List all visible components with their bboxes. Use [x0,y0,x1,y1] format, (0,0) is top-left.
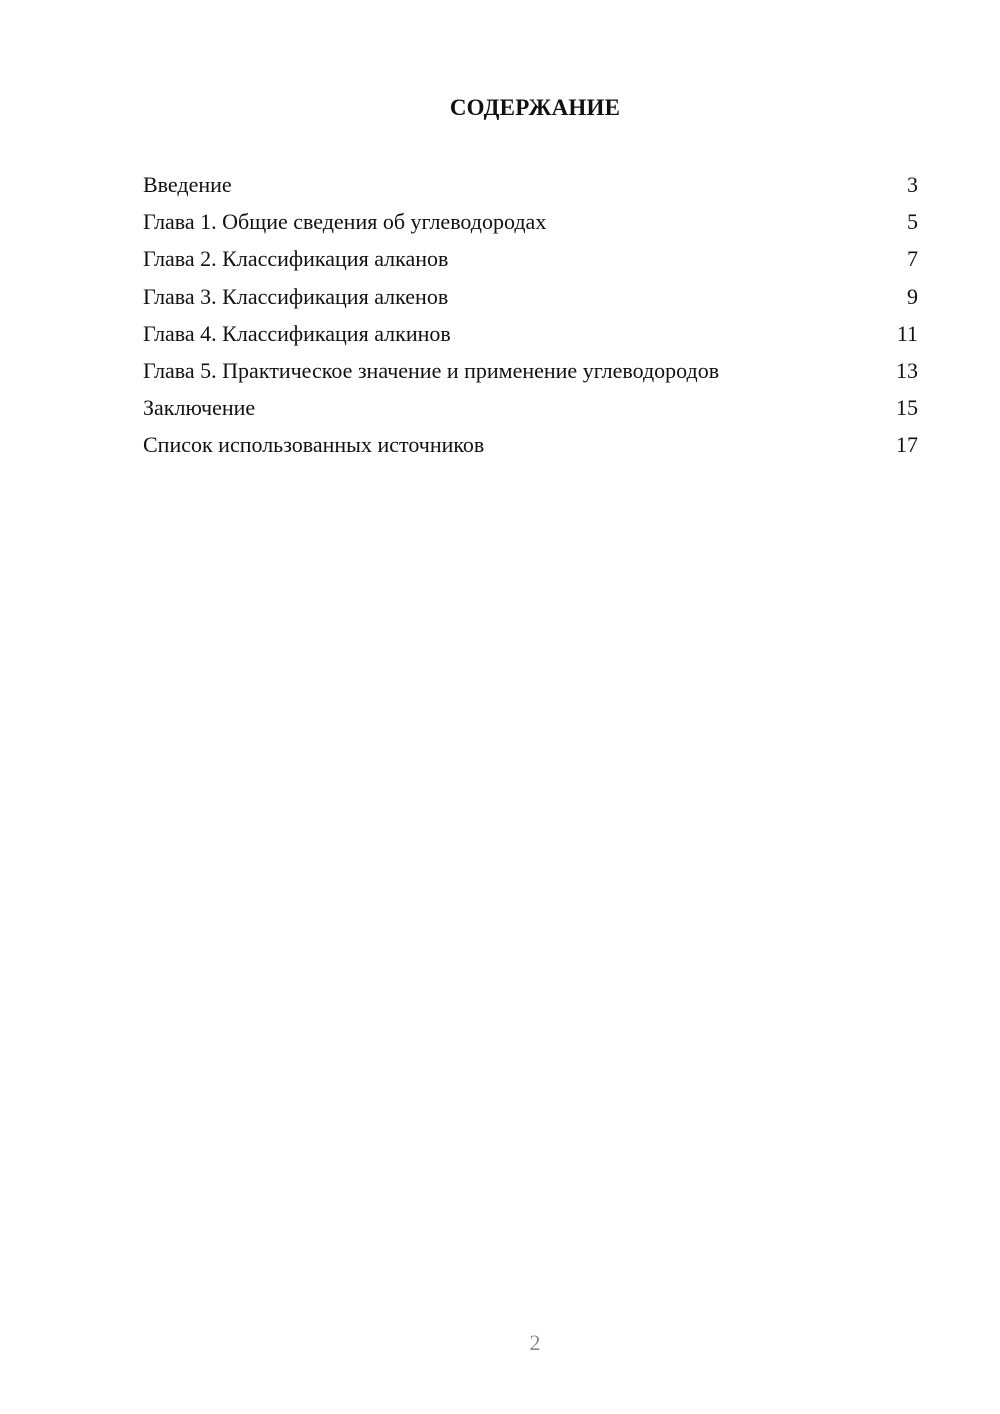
toc-item-page-number: 17 [896,432,918,458]
page-title: СОДЕРЖАНИЕ [449,95,621,120]
toc-item-conclusion[interactable] [143,391,918,428]
toc-item-label: Глава 1. Общие сведения об углеводородах [143,209,547,235]
toc-item-chapter-5[interactable] [143,354,918,391]
toc-item-references[interactable] [143,428,918,465]
toc-item-label: Введение [143,172,232,197]
toc-item-label: Заключение [143,395,256,421]
toc-item-label: Глава 2. Классификация алканов [143,246,449,272]
toc-item-page-number: 9 [907,283,918,309]
toc-item-page-number: 11 [896,320,918,346]
toc-item-page-number: 15 [896,395,918,421]
toc-item-chapter-2[interactable] [143,242,918,279]
toc-item-chapter-4[interactable] [143,317,918,354]
toc-item-chapter-1[interactable] [143,205,918,242]
toc-item-label: Глава 3. Классификация алкенов [143,283,449,309]
toc-item-chapter-3[interactable] [143,280,918,317]
page-number: 2 [529,1330,541,1355]
table-of-contents [143,168,918,466]
toc-item-page-number: 13 [896,357,918,383]
toc-item-page-number: 7 [907,246,918,272]
toc-item-page-number: 5 [907,209,918,235]
toc-item-label: Глава 4. Классификация алкинов [143,320,451,346]
toc-item-label: Список использованных источников [143,432,485,458]
toc-item-page-number: 3 [907,172,918,197]
toc-item-introduction[interactable] [143,168,918,205]
toc-item-label: Глава 5. Практическое значение и применение углеводородов [143,357,720,383]
